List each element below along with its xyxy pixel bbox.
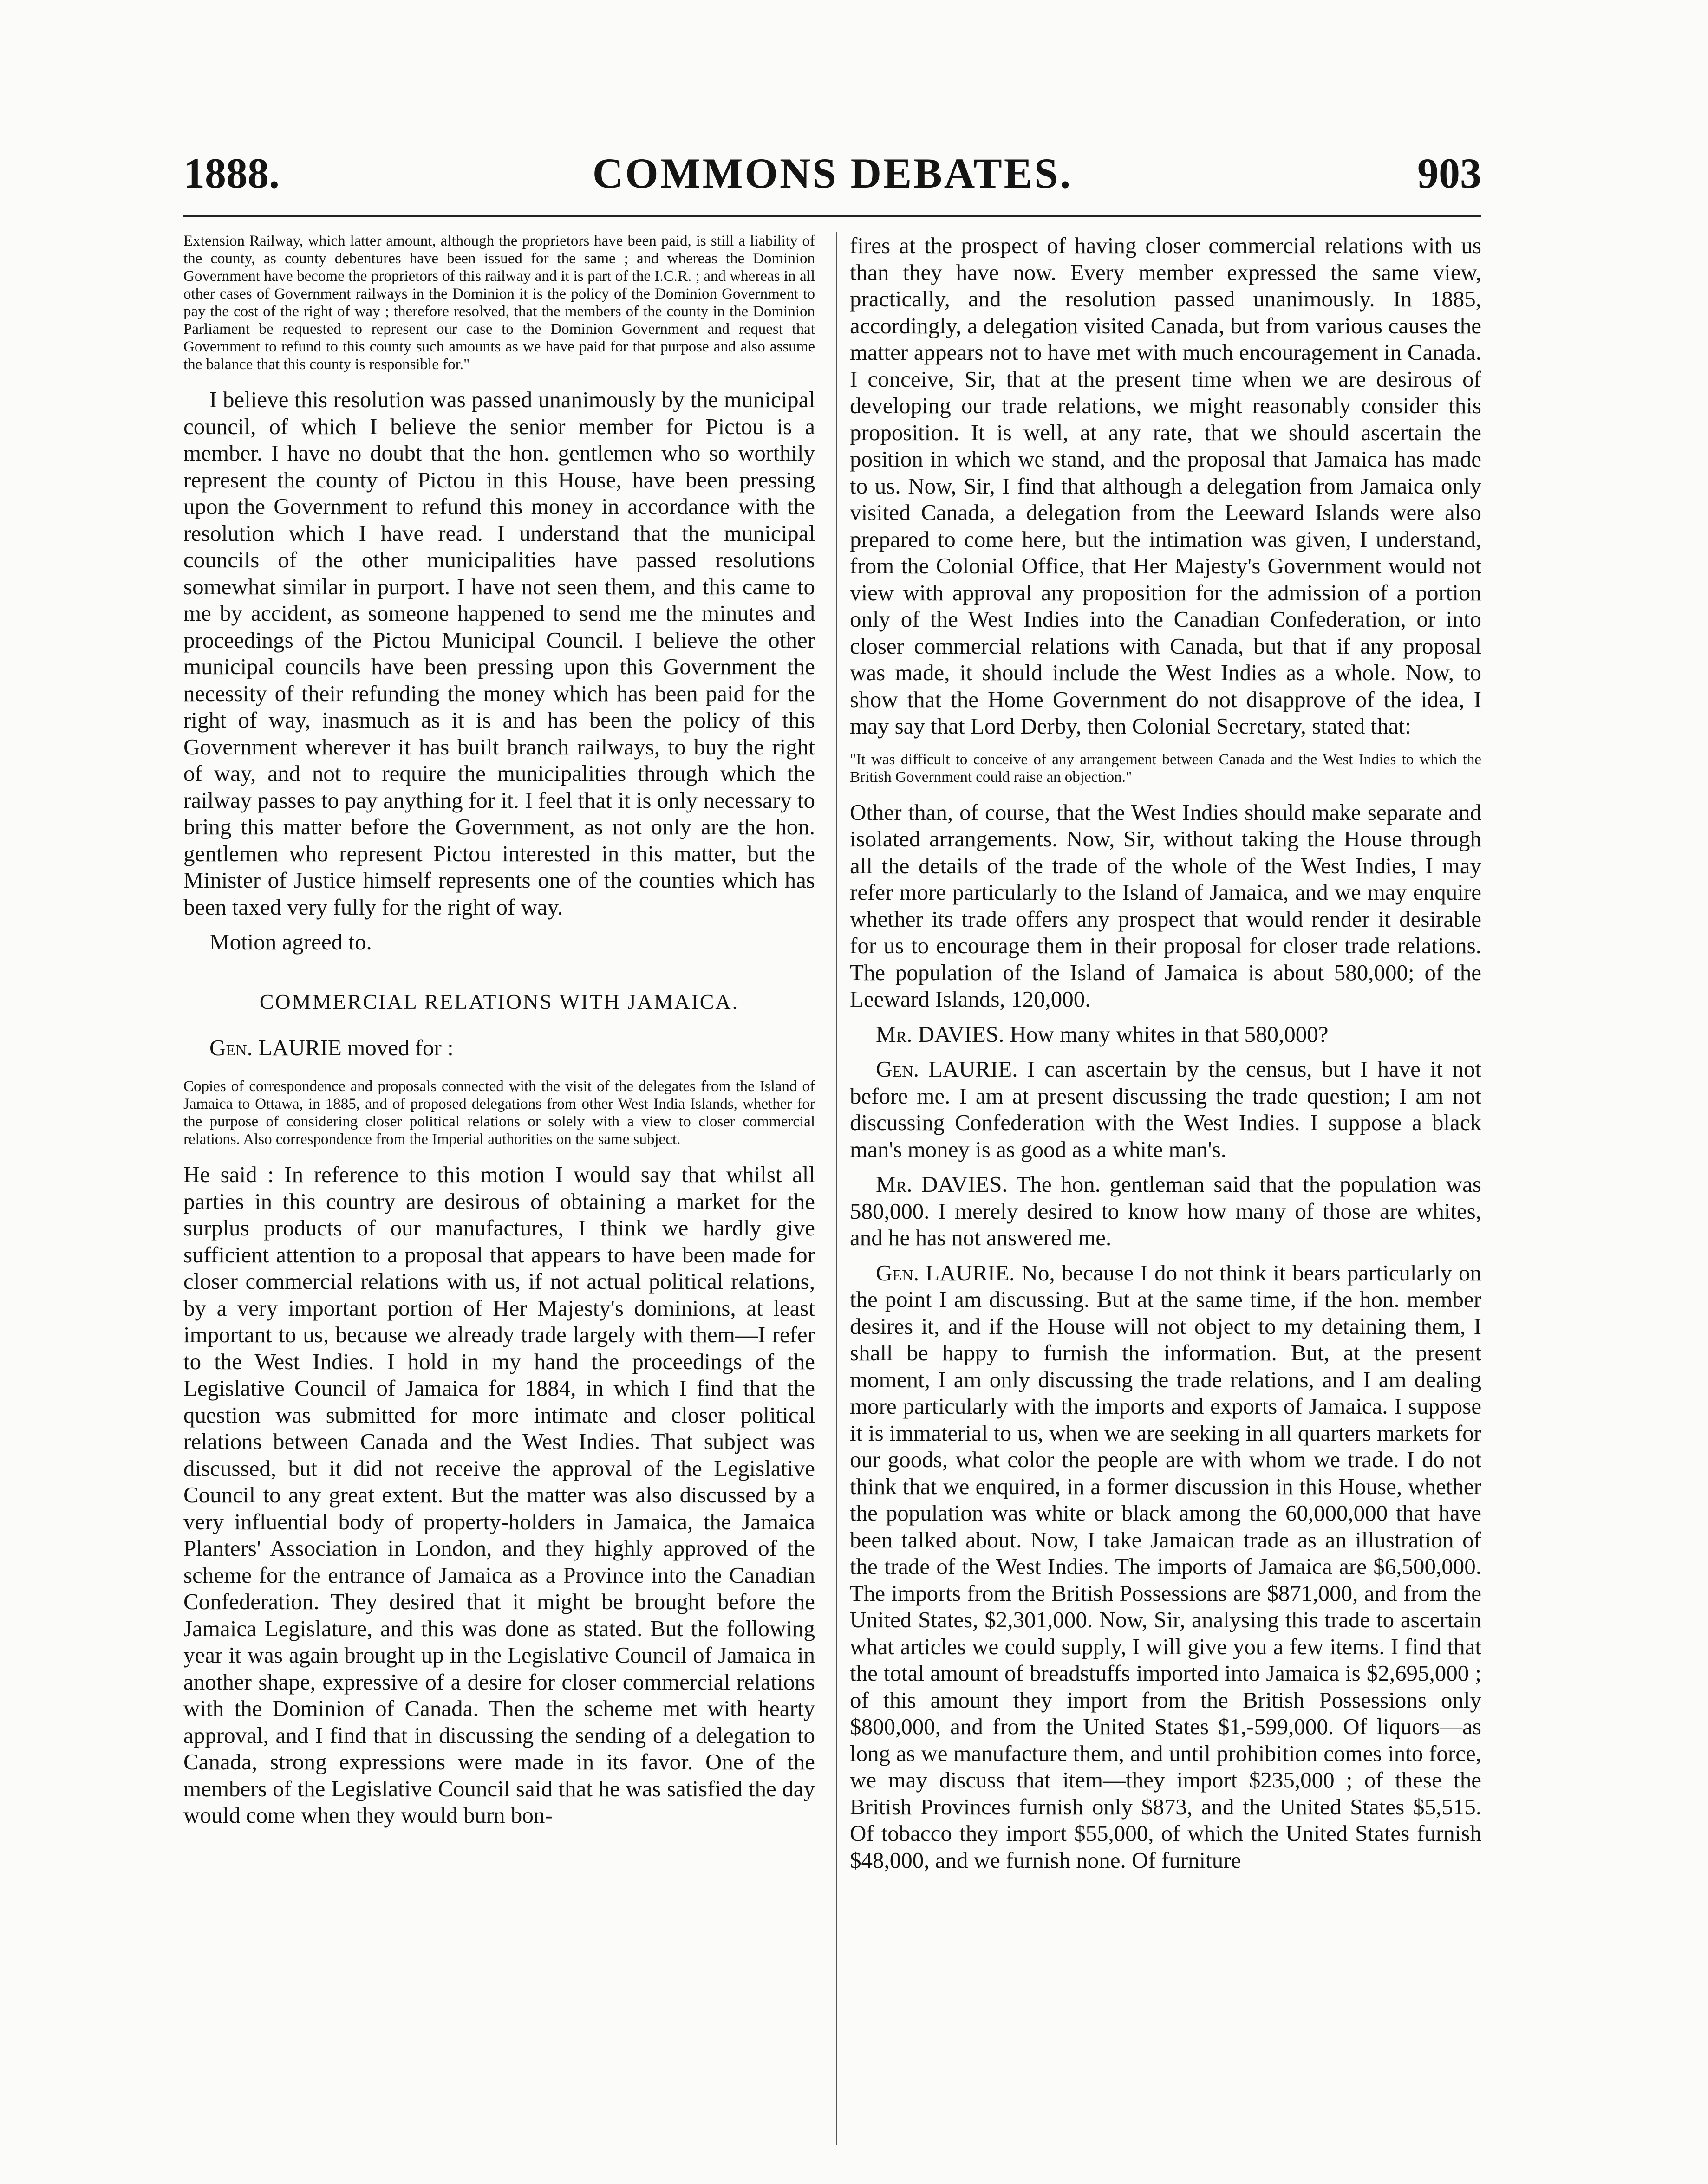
speech bbox=[850, 1171, 1481, 1251]
page-header bbox=[183, 148, 1481, 208]
speaker-name: Gen. LAURIE. bbox=[876, 1056, 1018, 1082]
header-year: 1888. bbox=[183, 150, 280, 197]
speech bbox=[850, 1056, 1481, 1163]
section-heading: COMMERCIAL RELATIONS WITH JAMAICA. bbox=[259, 989, 739, 1014]
paragraph: I believe this resolution was passed unanimously by the municipal council, of which I believe the senior member for Pictou is a member. I have no doubt that the hon. gentlemen who so worthily represent the county of Pictou in this House, have been pressing upon the Government to refund this money in accordance with the resolution which I have read. I understand that the municipal councils of the other municipalities have passed resolutions somewhat similar in purport. I have not seen them, and this came to me by accident, as someone happened to send me the minutes and proceedings of the Pictou Municipal Council. I believe the other municipal councils have been pressing upon this Government the necessity of their refunding the money which has been paid for the right of way, inasmuch as it is and has been the policy of this Government wherever it has built branch railways, to buy the right of way, and not to require the municipalities through which the railway passes to pay anything for it. I feel that it is only necessary to bring this matter before the Government, as not only are the hon. gentlemen who represent Pictou interested in this matter, but the Minister of Justice himself represents one of the counties which has been taxed very fully for the right of way. bbox=[183, 387, 815, 920]
left-column bbox=[183, 232, 815, 2145]
right-column bbox=[850, 232, 1481, 2145]
speech bbox=[850, 1021, 1481, 1048]
speech-text: The hon. gentleman said that the population was 580,000. I merely desired to know how many of those are whites, and he has not answered me. bbox=[850, 1171, 1481, 1250]
header-title: COMMONS DEBATES. bbox=[592, 150, 1073, 197]
paragraph: fires at the prospect of having closer commercial relations with us than they have now. Every member expressed the same view, practically, and the resolution passed unanimously. In 1885, accordingly, a delegation visited Canada, but from various causes the matter appears not to have met with much encouragement in Canada. I conceive, Sir, that at the present time when we are desirous of developing our trade relations, we might reasonably consider this proposition. It is well, at any rate, that we should ascertain the position in which we stand, and the proposal that Jamaica has made to us. Now, Sir, I find that although a delegation from Jamaica only visited Canada, a delegation from the Leeward Islands were also prepared to come here, but the intimation was given, I understand, from the Colonial Office, that Her Majesty's Government would not view with approval any proposition for the admission of a portion only of the West Indies into the Canadian Confederation, or into closer commercial relations with Canada, but that if any proposal was made, it should include the West Indies as a whole. Now, to show that the Home Government do not disapprove of the idea, I may say that Lord Derby, then Colonial Secretary, stated that: bbox=[850, 233, 1481, 739]
motion-quote: Copies of correspondence and proposals connected with the visit of the delegates from the Island of Jamaica to Ottawa, in 1885, and of proposed delegations from other West India Islands, whether for the purpose of considering closer political relations or solely with a view to closer commercial relations. Also correspondence from the Imperial authorities on the same subject. bbox=[183, 1078, 815, 1148]
speech bbox=[850, 1260, 1481, 1874]
paragraph: He said : In reference to this motion I would say that whilst all parties in this country are desirous of obtaining a market for the surplus products of our manufactures, I think we hardly give sufficient attention to a proposal that appears to have been made for closer commercial relations with us, if not actual political relations, by a very important portion of Her Majesty's dominions, at least important to us, because we already trade largely with them—I refer to the West Indies. I hold in my hand the proceedings of the Legislative Council of Jamaica for 1884, in which I find that the question was submitted for more intimate and closer political relations between Canada and the West Indies. That subject was discussed, but it did not receive the approval of the Legislative Council to any great extent. But the matter was also discussed by a very influential body of property-holders in Jamaica, the Jamaica Planters' Association in London, and they highly approved of the scheme for the entrance of Jamaica as a Province into the Canadian Confederation. They desired that it might be brought before the Jamaica Legislature, and this was done as stated. But the following year it was again brought up in the Legislative Council of Jamaica in another shape, expressive of a desire for closer commercial relations with the Dominion of Canada. Then the scheme met with hearty approval, and I find that in discussing the sending of a delegation to Canada, strong expressions were made in its favor. One of the members of the Legislative Council said that he was satisfied the day would come when they would burn bon- bbox=[183, 1162, 815, 1828]
derby-quote: "It was difficult to conceive of any arrangement between Canada and the West Indies to which the British Government could raise an objection." bbox=[850, 751, 1481, 786]
speaker-name: Mr. DAVIES. bbox=[876, 1021, 1004, 1047]
resolution-quote: Extension Railway, which latter amount, although the proprietors have been paid, is still a liability of the county, as county debentures have been issued for the same ; and whereas the Dominion Government have become the proprietors of this railway and it is part of the I.C.R. ; and whereas in all other cases of Government railways in the Dominion it is the policy of the Dominion Government to pay the cost of the right of way ; therefore resolved, that the members of the county in the Dominion Parliament be requested to represent our case to the Dominion Government and request that Government to refund to this county such amounts as we have paid for that purpose and also assume the balance that this county is responsible for." bbox=[183, 233, 815, 373]
speech-text: No, because I do not think it bears particularly on the point I am discussing. But at the same time, if the hon. member desires it, and if the House will not object to my detaining them, I shall be happy to furnish the information. But, at the present moment, I am only discussing the trade relations, and I am dealing more particularly with the imports and exports of Jamaica. I suppose it is immaterial to us, when we are seeking in all quarters markets for our goods, what color the people are with whom we trade. I do not think that we enquired, in a former discussion in this House, whether the population was white or black among the 60,000,000 that have been talked about. Now, I take Jamaican trade as an illustration of the trade of the West Indies. The imports of Jamaica are $6,500,000. The imports from the British Possessions are $871,000, and from the United States, $2,301,000. Now, Sir, analysing this trade to ascertain what articles we could supply, I will give you a few items. I find that the total amount of breadstuffs imported into Jamaica is $2,695,000 ; of this amount they import from the British Possessions only $800,000, and from the United States $1,-599,000. Of liquors—as long as we manufacture them, and until prohibition comes into force, we may discuss that item—they import $235,000 ; of these the British Provinces furnish only $873, and the United States $5,515. Of tobacco they import $55,000, of which the United States furnish $48,000, and we furnish none. Of furniture bbox=[850, 1260, 1481, 1873]
motion-line bbox=[183, 1034, 815, 1061]
header-page-number: 903 bbox=[1417, 150, 1481, 197]
motion-agreed: Motion agreed to. bbox=[209, 929, 372, 955]
motion-text: moved for : bbox=[341, 1034, 454, 1060]
paragraph: Other than, of course, that the West Indies should make separate and isolated arrangements. Now, Sir, without taking the House through all the details of the trade of the whole of the West Indies, I may refer more particularly to the Island of Jamaica, and we may enquire whether its trade offers any prospect that would render it desirable for us to encourage them in their proposal for closer trade relations. The population of the Island of Jamaica is about 580,000; of the Leeward Islands, 120,000. bbox=[850, 799, 1481, 1012]
speech-text: I can ascertain by the census, but I have it not before me. I am at present discussing the trade question; I am not discussing Confederation with the West Indies. I suppose a black man's money is as good as a white man's. bbox=[850, 1056, 1481, 1162]
speaker-name: Mr. DAVIES. bbox=[876, 1171, 1008, 1197]
speaker-name: Gen. LAURIE bbox=[209, 1034, 342, 1060]
column-divider bbox=[836, 232, 837, 2145]
header-rule bbox=[183, 214, 1481, 217]
speech-text: How many whites in that 580,000? bbox=[1004, 1021, 1329, 1047]
speaker-name: Gen. LAURIE. bbox=[876, 1260, 1015, 1286]
